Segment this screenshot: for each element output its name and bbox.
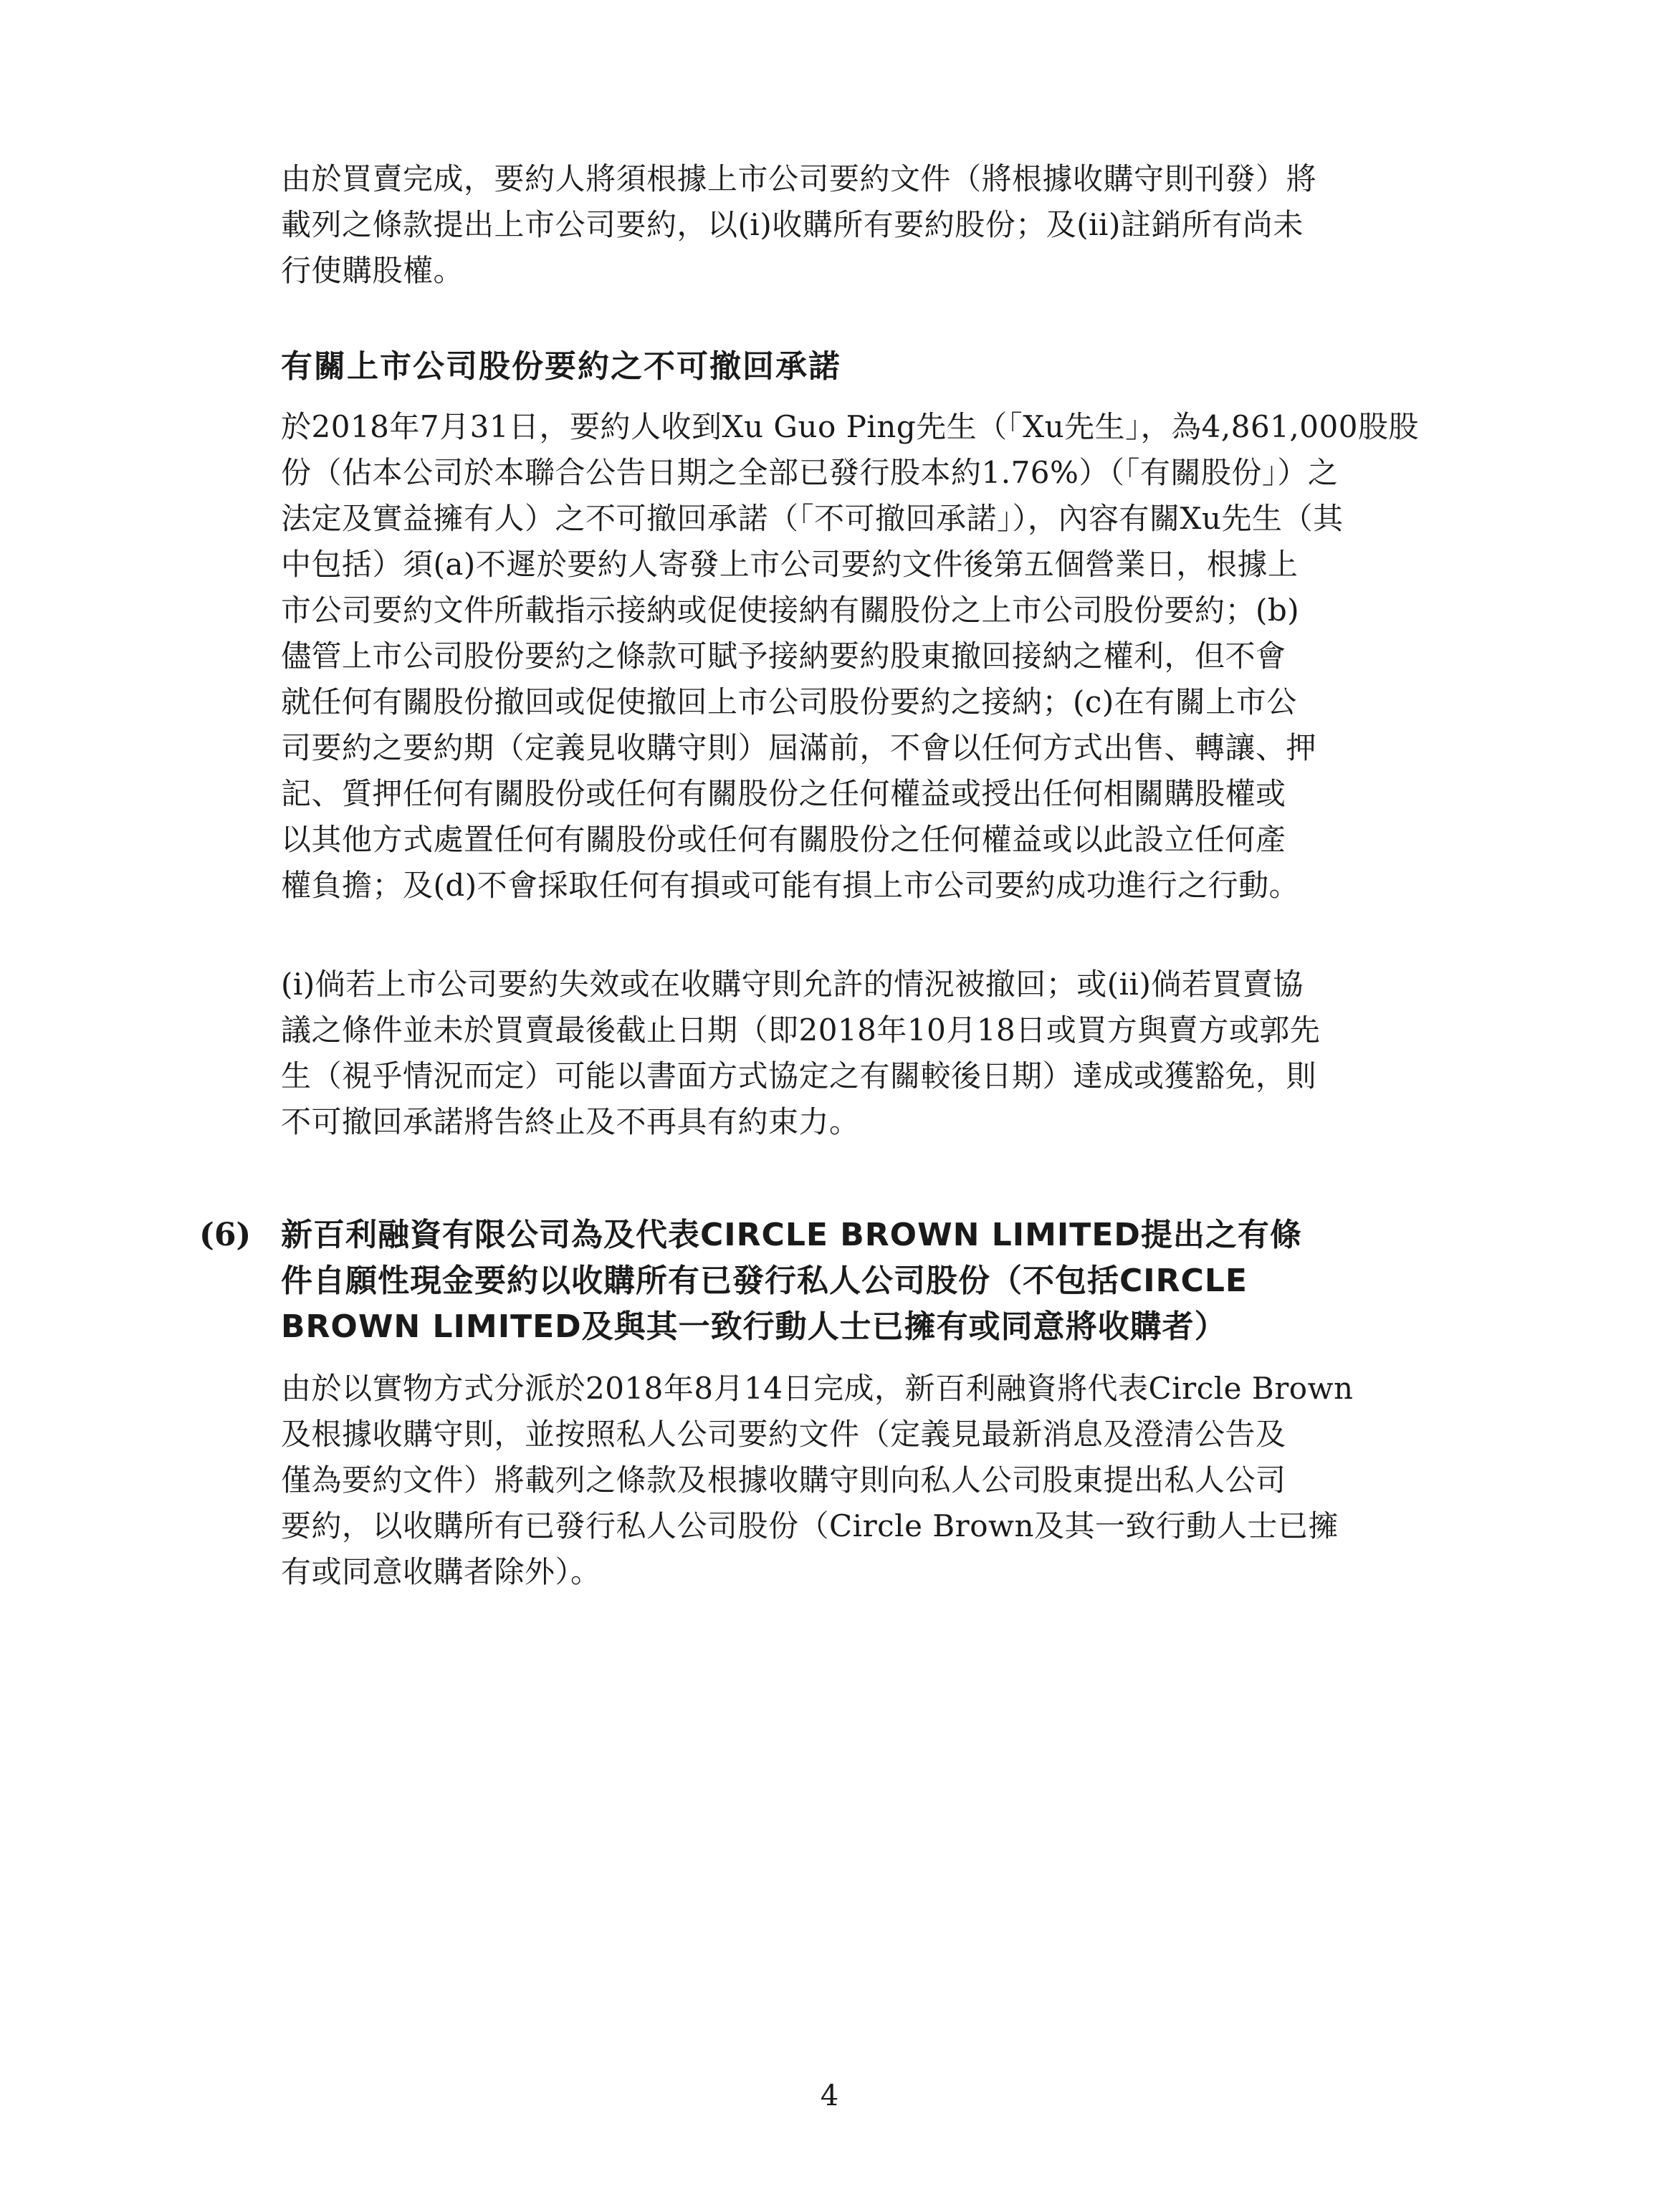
- text-line: 中包括）須(a)不遲於要約人寄發上市公司要約文件後第五個營業日，根據上: [281, 547, 1299, 582]
- section-title-line: BROWN LIMITED及與其一致行動人士已擁有或同意將收購者）: [281, 1308, 1227, 1345]
- text-line: 行使購股權。: [281, 253, 464, 288]
- text-line: 儘管上市公司股份要約之條款可賦予接納要約股東撤回接納之權利，但不會: [281, 638, 1286, 674]
- text-line: 及根據收購守則，並按照私人公司要約文件（定義見最新消息及澄清公告及: [281, 1417, 1286, 1452]
- text-line: 有或同意收購者除外）。: [281, 1554, 601, 1589]
- text-line: 議之條件並未於買賣最後截止日期（即2018年10月18日或買方與賣方或郭先: [281, 1012, 1321, 1048]
- subheading-irrevocable-undertaking: 有關上市公司股份要約之不可撤回承諾: [281, 348, 841, 385]
- text-line: 就任何有關股份撤回或促使撤回上市公司股份要約之接納；(c)在有關上市公: [281, 684, 1297, 719]
- text-line: 由於買賣完成，要約人將須根據上市公司要約文件（將根據收購守則刊發）將: [281, 161, 1317, 196]
- text-line: 以其他方式處置任何有關股份或任何有關股份之任何權益或以此設立任何產: [281, 822, 1286, 857]
- text-line: 市公司要約文件所載指示接納或促使接納有關股份之上市公司股份要約；(b): [281, 593, 1300, 628]
- text-line: (i)倘若上市公司要約失效或在收購守則允許的情況被撤回；或(ii)倘若買賣協: [281, 967, 1304, 1002]
- text-line: 不可撤回承諾將告終止及不再具有約束力。: [281, 1104, 860, 1139]
- section-number: (6): [199, 1217, 252, 1253]
- section-title-line: 件自願性現金要約以收購所有已發行私人公司股份（不包括CIRCLE: [281, 1263, 1248, 1299]
- paragraph-private-offer: [281, 1366, 1471, 1595]
- paragraph-irrevocable-undertaking: [281, 404, 1471, 909]
- text-line: 司要約之要約期（定義見收購守則）屆滿前，不會以任何方式出售、轉讓、押: [281, 730, 1317, 765]
- text-line: 份（佔本公司於本聯合公告日期之全部已發行股本約1.76%）（「有關股份」）之: [281, 455, 1339, 490]
- text-line: 法定及實益擁有人）之不可撤回承諾（「不可撤回承諾」），內容有關Xu先生（其: [281, 501, 1344, 536]
- paragraph-completion: [281, 156, 1471, 294]
- section-title: [281, 1212, 1471, 1350]
- text-line: 記、質押任何有關股份或任何有關股份之任何權益或授出任何相關購股權或: [281, 776, 1286, 811]
- text-line: 載列之條款提出上市公司要約，以(i)收購所有要約股份；及(ii)註銷所有尚未: [281, 207, 1304, 242]
- text-line: 僅為要約文件）將載列之條款及根據收購守則向私人公司股東提出私人公司: [281, 1462, 1286, 1498]
- text-line: 權負擔；及(d)不會採取任何有損或可能有損上市公司要約成功進行之行動。: [281, 868, 1300, 903]
- page-number: 4: [820, 2079, 839, 2112]
- text-line: 於2018年7月31日，要約人收到Xu Guo Ping先生（「Xu先生」，為4,861,000股股: [281, 409, 1419, 444]
- section-title-line: 新百利融資有限公司為及代表CIRCLE BROWN LIMITED提出之有條: [281, 1217, 1302, 1253]
- paragraph-termination: [281, 962, 1471, 1145]
- text-line: 要約，以收購所有已發行私人公司股份（Circle Brown及其一致行動人士已擁: [281, 1508, 1339, 1543]
- text-line: 生（視乎情況而定）可能以書面方式協定之有關較後日期）達成或獲豁免，則: [281, 1058, 1317, 1093]
- text-line: 由於以實物方式分派於2018年8月14日完成，新百利融資將代表Circle Brown: [281, 1371, 1354, 1406]
